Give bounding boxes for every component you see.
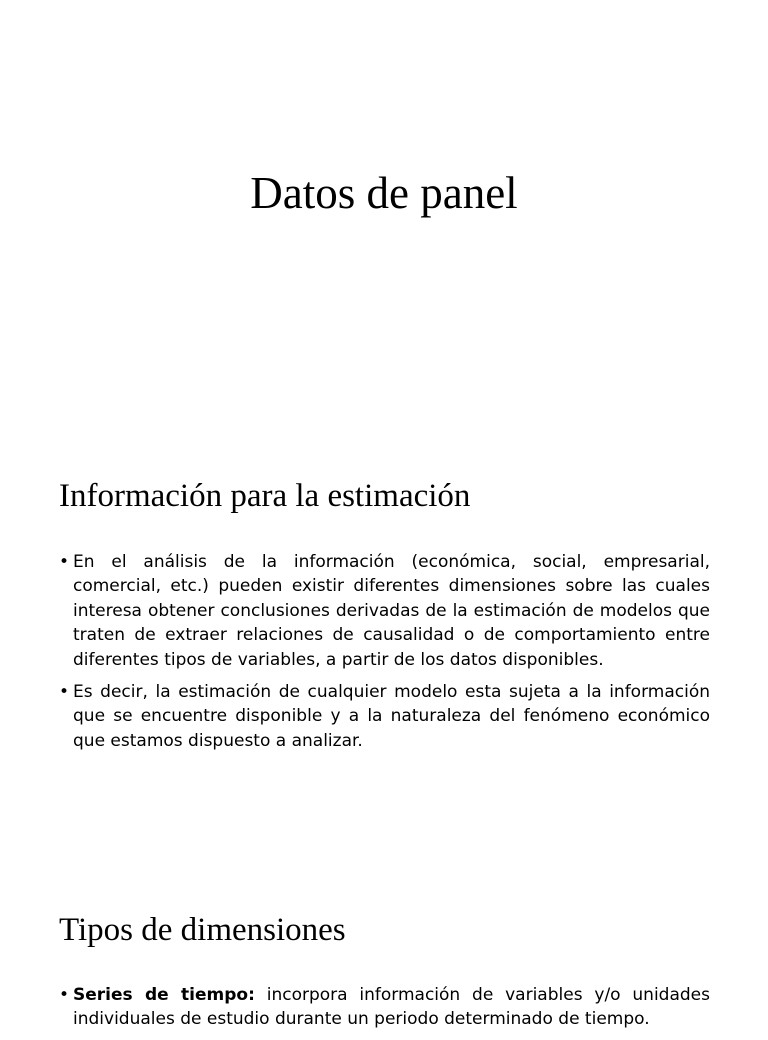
- bullet-marker: •: [59, 682, 70, 703]
- bullet-list-informacion: [59, 550, 710, 761]
- section-heading-tipos: Tipos de dimensiones: [59, 912, 346, 948]
- bullet-marker: •: [59, 552, 70, 572]
- section-heading-informacion: Información para la estimación: [59, 478, 471, 514]
- bullet-text: incorpora información de variables y/o unidades individuales de estudio durante un periodo determinado de tiempo.: [73, 985, 710, 1030]
- bullet-text: Es decir, la estimación de cualquier modelo esta sujeta a la información que se encuentre disponible y a la naturaleza del fenómeno económico que estamos dispuesto a analizar.: [73, 682, 710, 751]
- bullet-item: [59, 983, 710, 1032]
- slide-title: Datos de panel: [250, 168, 518, 218]
- bullet-text: En el análisis de la información (económica, social, empresarial, comercial, etc.) pueden existir diferentes dimensiones sobre las cuales interesa obtener conclusiones derivadas de la estimación de modelos que traten de extraer relaciones de causalidad o de comportamiento entre diferentes tipos de variables, a partir de los datos disponibles.: [73, 552, 710, 670]
- bullet-marker: •: [59, 985, 70, 1005]
- bullet-list-tipos: [59, 983, 710, 1040]
- bullet-item: [59, 680, 710, 753]
- bullet-term: Series de tiempo:: [73, 985, 255, 1005]
- bullet-item: [59, 550, 710, 672]
